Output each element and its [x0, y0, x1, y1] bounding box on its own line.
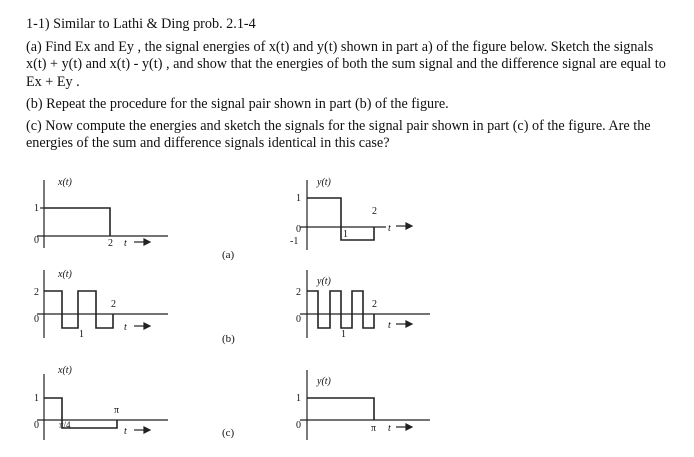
b-y-tick-t2: 2	[372, 299, 377, 310]
a-y-tick-neg1: -1	[290, 236, 299, 247]
a-y-tick-0: 0	[296, 224, 301, 235]
b-x-tick-0: 0	[34, 314, 39, 325]
b-y-tick-0: 0	[296, 314, 301, 325]
a-y-tick-t1: 1	[343, 229, 348, 240]
b-x-name: x(t)	[58, 269, 72, 280]
c-x-t-label: t	[124, 426, 127, 437]
c-x-name: x(t)	[58, 365, 72, 376]
b-x-tick-t2: 2	[111, 299, 116, 310]
b-y-tick-t1: 1	[341, 329, 346, 340]
a-x-tick-t2: 2	[108, 238, 113, 249]
b-y-name: y(t)	[317, 276, 331, 287]
part-c-text: (c) Now compute the energies and sketch the signals for the signal pair shown in part (c) of the figure. Are the energies of the sum and difference signals identical in this case?	[26, 118, 651, 152]
a-x-tick-0: 0	[34, 235, 39, 246]
c-y-tick-0: 0	[296, 420, 301, 431]
part-b-text: (b) Repeat the procedure for the signal pair shown in part (b) of the figure.	[26, 95, 449, 112]
c-y-name: y(t)	[317, 376, 331, 387]
a-x-t-label: t	[124, 238, 127, 249]
b-x-tick-2: 2	[34, 287, 39, 298]
a-y-name: y(t)	[317, 177, 331, 188]
plot-b-x	[37, 270, 168, 338]
panel-b-label: (b)	[222, 333, 235, 345]
c-x-tick-pi4: π/4	[59, 420, 71, 430]
a-y-tick-t2: 2	[372, 206, 377, 217]
c-y-tick-1: 1	[296, 393, 301, 404]
c-x-tick-pi: π	[114, 405, 120, 416]
panel-a-label: (a)	[222, 249, 235, 261]
c-y-t-label: t	[388, 423, 391, 434]
problem-title: 1-1) Similar to Lathi & Ding prob. 2.1-4	[26, 16, 256, 32]
a-y-tick-1: 1	[296, 193, 301, 204]
a-y-t-label: t	[388, 223, 391, 234]
c-x-tick-1: 1	[34, 393, 39, 404]
a-x-name: x(t)	[58, 177, 72, 188]
panel-c-label: (c)	[222, 427, 235, 439]
c-x-tick-0: 0	[34, 420, 39, 431]
b-x-tick-t1: 1	[79, 329, 84, 340]
part-a-text: (a) Find Ex and Ey , the signal energies of x(t) and y(t) shown in part a) of the figure below. Sketch the signals x(t) + y(t) and x(t) - y(t) , and show that the energies of both the sum signal and the difference signal are equal to Ex + Ey .	[26, 39, 666, 90]
c-y-tick-pi: π	[371, 423, 377, 434]
b-y-t-label: t	[388, 320, 391, 331]
b-x-t-label: t	[124, 322, 127, 333]
plot-a-x	[37, 180, 168, 248]
b-y-tick-2: 2	[296, 287, 301, 298]
a-x-tick-1: 1	[34, 203, 39, 214]
